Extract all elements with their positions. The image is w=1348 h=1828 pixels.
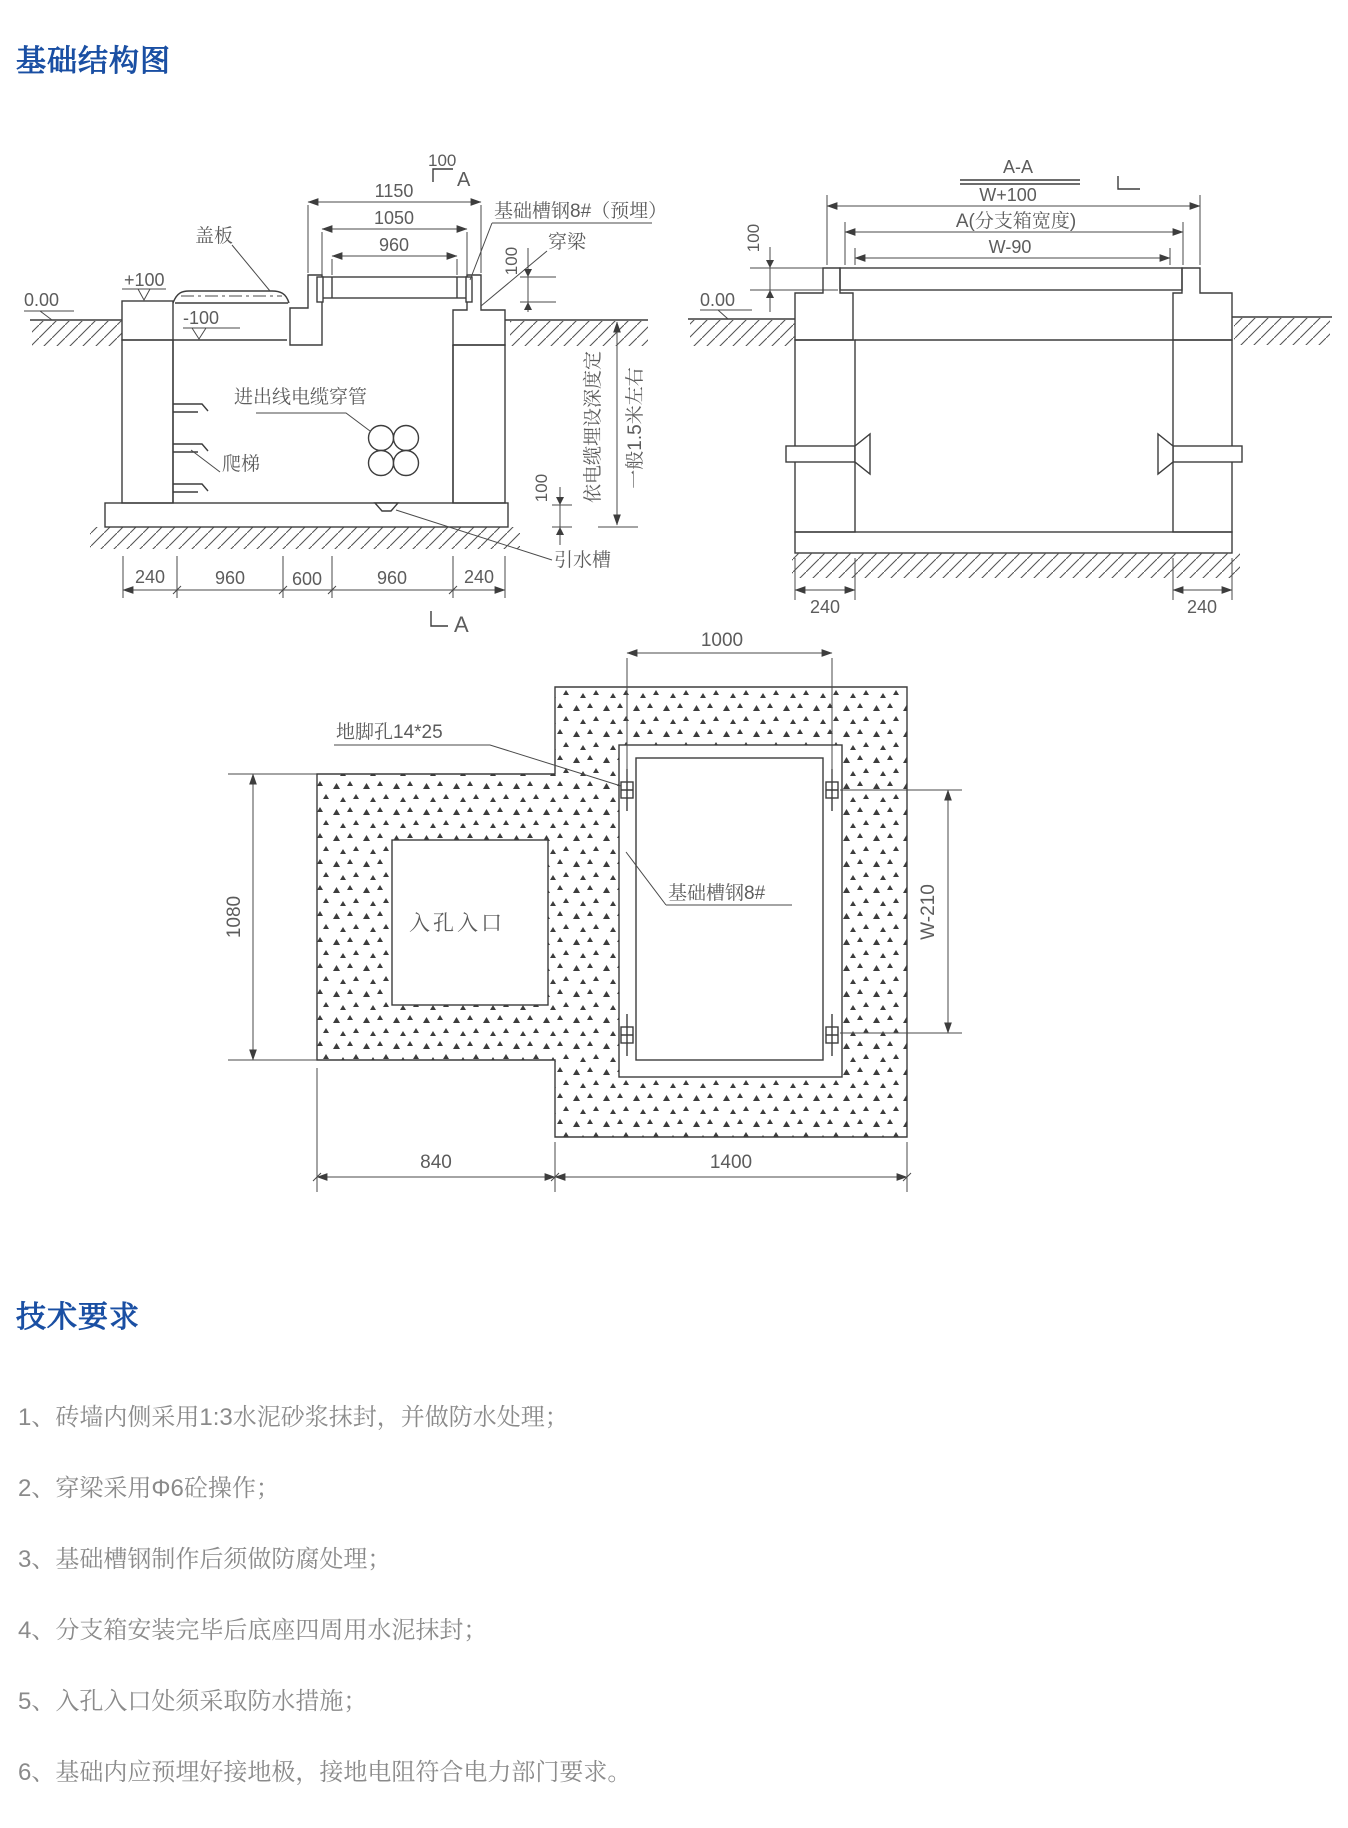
requirement-item-5: 5、入孔入口处须采取防水措施； [18,1688,368,1715]
section-mark-a-bottom-label: A [454,612,469,637]
conduit-label: 进出线电缆穿管 [234,387,368,408]
aa-section-diagram [688,157,1332,617]
requirement-item-6: 6、基础内应预埋好接地极，接地电阻符合电力部门要求。 [18,1759,632,1786]
arrowhead [524,302,532,310]
anchor-bolts [621,769,838,1056]
chamber-walls [173,340,453,503]
anchor-bolt [621,1014,633,1056]
ground-hatch-left [32,321,122,346]
dim-1150-label: 1150 [374,181,414,201]
left-section-diagram [24,151,667,637]
arrowhead [556,527,564,535]
aa-title-underline [960,180,1080,184]
aa-cable-duct-right [1158,434,1242,474]
channel-steel-label: 基础槽钢8#（预埋） [494,201,668,222]
aa-pedestal-right [1173,268,1232,340]
level-zero-label: 0.00 [24,290,60,310]
ladder-leader [191,450,220,472]
brick-wall-left [122,340,173,503]
beam [322,277,467,298]
tech-requirements-title: 技术要求 [16,1301,140,1334]
section-mark-corner [1118,176,1140,189]
dim-100-slab-label: 100 [532,473,551,503]
page-title: 基础结构图 [16,45,171,78]
anchor-bolt [826,1014,838,1056]
gutter-notch [375,503,398,511]
dim-100-slab-lines [552,487,572,545]
aa-brick-wall-left [795,340,855,532]
conduit-pipes [369,426,419,476]
aa-top-slab [840,268,1182,290]
cover-plate-leader [232,245,270,291]
ground-hatch-bottom [90,527,520,549]
conduit-leader [256,413,374,434]
plan-840-label: 840 [420,1152,452,1173]
depth-note-general: 一般1.5米左右 [625,367,646,489]
plan-1080-label: 1080 [224,895,245,939]
plan-1000-label: 1000 [700,630,744,651]
gutter-label: 引水槽 [554,550,612,571]
aa-brick-wall-right [1173,340,1232,532]
level-minus100-mark [183,328,240,339]
dim-1050-label: 1050 [373,208,415,228]
depth-note: 依电缆埋设深度定 [583,350,604,504]
aa-cable-duct-left [786,434,870,474]
section-mark-a-bottom [431,611,448,626]
arrowhead [766,260,774,268]
plan-w210-label: W-210 [918,884,939,940]
brick-wall-right [453,345,505,503]
requirement-item-4: 4、分支箱安装完毕后底座四周用水泥抹封； [18,1617,488,1644]
ladder-label: 爬梯 [222,454,261,475]
section-mark-a-top-label: A [457,169,471,191]
dim-960-label: 960 [378,235,410,255]
cover-plate-label: 盖板 [195,226,234,247]
requirement-item-3: 3、基础槽钢制作后须做防腐处理； [18,1546,392,1573]
dim-240-2: 240 [463,567,495,587]
dim-600: 600 [291,569,323,589]
section-mark-100-label: 100 [428,151,457,170]
level-minus100-label: -100 [183,308,220,328]
aa-240-right-label: 240 [1186,597,1218,617]
level-plus100-label: +100 [124,270,165,290]
dim-100-beam-label: 100 [502,246,521,276]
requirement-item-2: 2、穿梁采用Φ6砼操作； [18,1475,280,1502]
arrowhead [766,290,774,298]
requirement-item-1: 1、砖墙内侧采用1:3水泥砂浆抹封，并做防水处理； [18,1404,569,1431]
channel-frame-inner [636,758,823,1060]
dim-a-label: A(分支箱宽度) [955,211,1077,232]
dim-w100-label: W+100 [979,185,1037,205]
channel-steel-right [466,277,472,302]
aa-ground-hatch-left [690,320,795,346]
channel-frame-outer [619,745,842,1077]
anchor-hole-label: 地脚孔14*25 [336,722,443,743]
arrowhead [524,269,532,277]
plan-concrete-stipple [317,687,907,1137]
aa-ground-hatch-right [1234,318,1330,345]
cover-plate [173,291,289,303]
bottom-slab [105,503,508,527]
plan-channel-label: 基础槽钢8# [668,883,766,904]
aa-240-left-label: 240 [809,597,841,617]
ladder-rungs [173,404,208,492]
aa-dim-100-lines [750,247,838,312]
beam-label: 穿梁 [548,232,587,253]
section-mark-a-top [433,169,453,182]
dim-240-1: 240 [134,567,166,587]
plan-1400-label: 1400 [709,1152,753,1173]
dim-960-1: 960 [214,568,246,588]
channel-steel-left [317,277,323,302]
manhole-label: 入孔入口 [409,912,505,935]
dim-100-beam-lines [520,248,556,312]
arrowhead [556,497,564,505]
level-zero-leader [24,311,74,320]
dim-960-2: 960 [376,568,408,588]
dim-w90-label: W-90 [988,237,1032,257]
aa-dim-100-label: 100 [744,223,763,253]
plan-view-diagram [224,630,962,1192]
aa-level-zero-leader [700,310,752,319]
level-plus100-mark [122,289,166,300]
concrete-block-left [122,301,173,340]
aa-title: A-A [1002,157,1034,177]
aa-bottom-slab [795,532,1232,553]
ground-hatch-right [510,321,648,346]
aa-level-zero-label: 0.00 [700,290,736,310]
